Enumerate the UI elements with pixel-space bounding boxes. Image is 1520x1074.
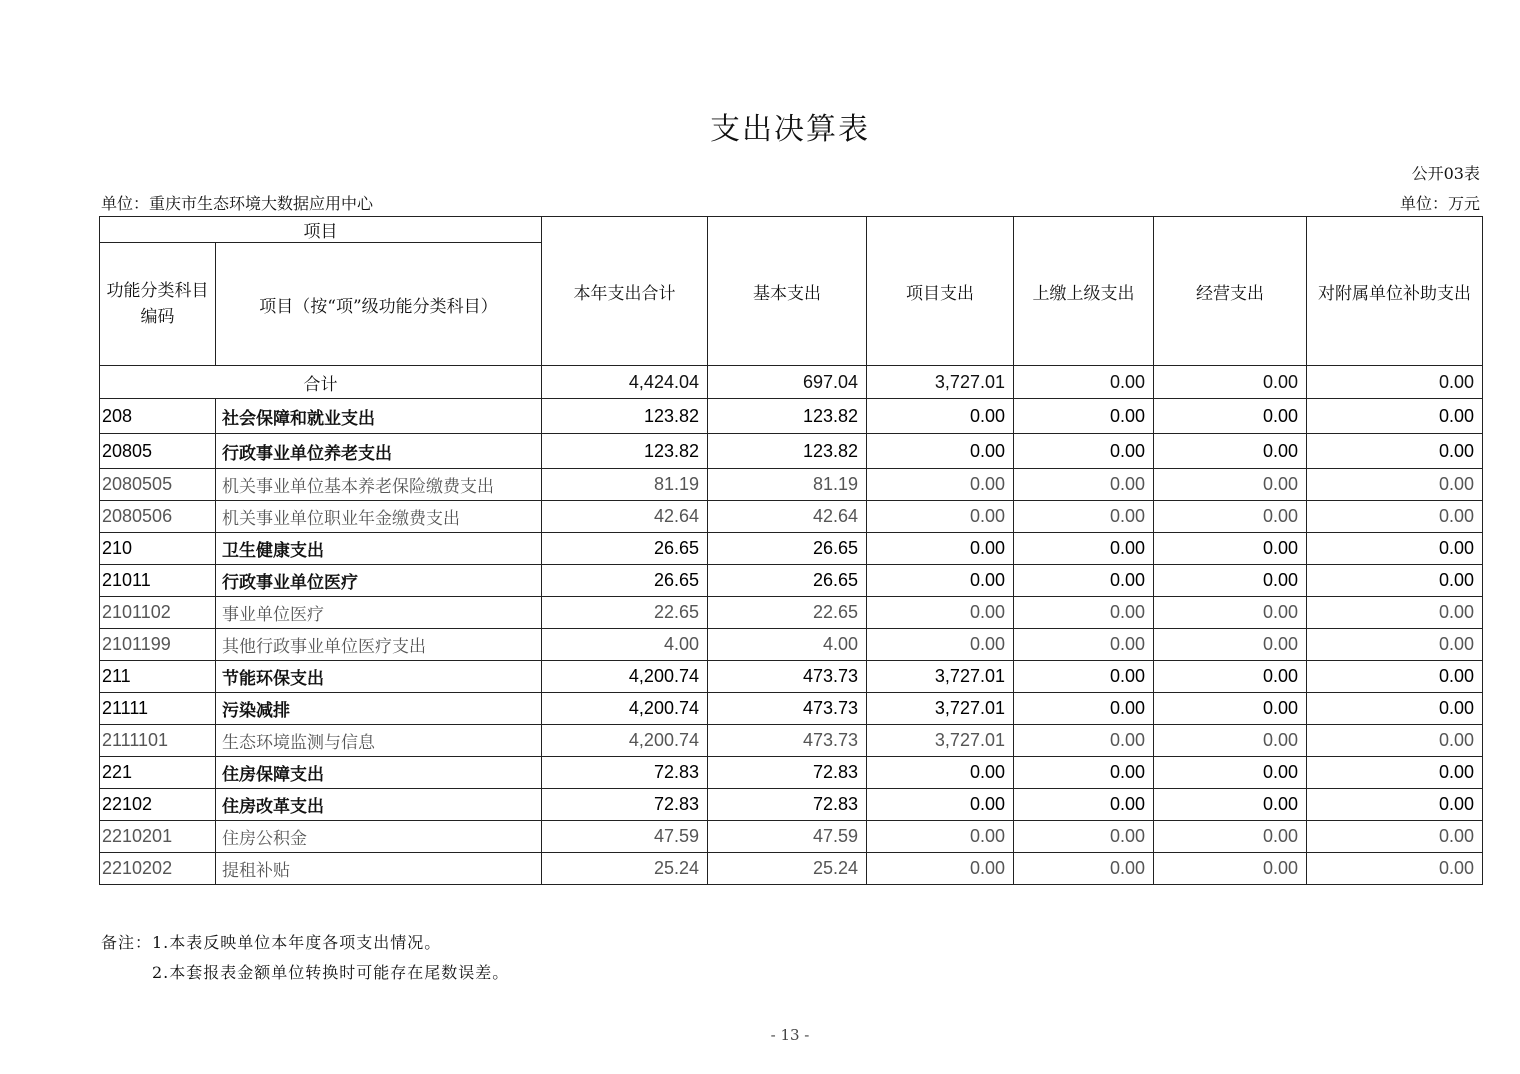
row-value: 0.00 [1154, 725, 1307, 757]
row-value: 0.00 [867, 533, 1014, 565]
row-value: 22.65 [708, 597, 867, 629]
row-name: 住房公积金 [216, 821, 542, 853]
row-code: 208 [100, 399, 216, 434]
row-name: 行政事业单位医疗 [216, 565, 542, 597]
row-value: 0.00 [1014, 533, 1154, 565]
row-value: 0.00 [1307, 821, 1483, 853]
row-name: 节能环保支出 [216, 661, 542, 693]
table-row [100, 853, 1483, 885]
header-business: 经营支出 [1154, 217, 1307, 366]
row-code: 2210202 [100, 853, 216, 885]
row-value: 0.00 [867, 789, 1014, 821]
row-value: 123.82 [708, 399, 867, 434]
row-name: 住房改革支出 [216, 789, 542, 821]
row-value: 4,200.74 [542, 661, 708, 693]
total-row [100, 366, 1483, 399]
row-code: 21011 [100, 565, 216, 597]
row-code: 20805 [100, 434, 216, 469]
row-value: 4.00 [708, 629, 867, 661]
form-number: 公开03表 [1411, 164, 1480, 183]
row-value: 0.00 [1014, 725, 1154, 757]
total-value: 4,424.04 [542, 366, 708, 399]
total-value: 3,727.01 [867, 366, 1014, 399]
row-name: 污染减排 [216, 693, 542, 725]
row-value: 0.00 [1014, 757, 1154, 789]
row-value: 0.00 [867, 399, 1014, 434]
row-value: 0.00 [867, 629, 1014, 661]
row-value: 0.00 [1307, 789, 1483, 821]
row-value: 0.00 [1154, 757, 1307, 789]
table-row [100, 469, 1483, 501]
row-value: 47.59 [542, 821, 708, 853]
header-total: 本年支出合计 [542, 217, 708, 366]
row-value: 0.00 [1307, 661, 1483, 693]
row-value: 0.00 [1154, 469, 1307, 501]
table-row [100, 501, 1483, 533]
row-value: 0.00 [1307, 501, 1483, 533]
table-row [100, 757, 1483, 789]
row-value: 47.59 [708, 821, 867, 853]
row-code: 2101102 [100, 597, 216, 629]
notes [101, 928, 509, 988]
row-name: 其他行政事业单位医疗支出 [216, 629, 542, 661]
row-value: 0.00 [1014, 661, 1154, 693]
table-row [100, 821, 1483, 853]
page-title: 支出决算表 [710, 112, 870, 147]
row-value: 0.00 [1014, 501, 1154, 533]
table-row [100, 693, 1483, 725]
row-value: 0.00 [1014, 597, 1154, 629]
row-value: 123.82 [708, 434, 867, 469]
row-value: 0.00 [867, 565, 1014, 597]
total-label: 合计 [100, 366, 542, 399]
row-value: 26.65 [708, 533, 867, 565]
row-name: 社会保障和就业支出 [216, 399, 542, 434]
row-value: 72.83 [542, 789, 708, 821]
table-row [100, 629, 1483, 661]
total-value: 0.00 [1307, 366, 1483, 399]
row-value: 0.00 [1154, 629, 1307, 661]
row-value: 25.24 [542, 853, 708, 885]
row-value: 0.00 [1307, 853, 1483, 885]
currency-unit: 单位：万元 [1399, 194, 1480, 213]
row-code: 221 [100, 757, 216, 789]
header-project-group: 项目 [100, 217, 542, 243]
row-value: 0.00 [1154, 789, 1307, 821]
row-value: 0.00 [1014, 853, 1154, 885]
header-subsidy: 对附属单位补助支出 [1307, 217, 1483, 366]
row-value: 0.00 [1154, 399, 1307, 434]
row-code: 2080505 [100, 469, 216, 501]
row-value: 26.65 [708, 565, 867, 597]
table-row [100, 725, 1483, 757]
note-1: 备注：1.本表反映单位本年度各项支出情况。 [101, 933, 442, 952]
row-value: 0.00 [1154, 853, 1307, 885]
total-value: 0.00 [1154, 366, 1307, 399]
row-value: 0.00 [867, 597, 1014, 629]
table-row [100, 434, 1483, 469]
row-value: 0.00 [1307, 565, 1483, 597]
header-basic: 基本支出 [708, 217, 867, 366]
row-value: 0.00 [867, 757, 1014, 789]
row-code: 2111101 [100, 725, 216, 757]
row-name: 机关事业单位基本养老保险缴费支出 [216, 469, 542, 501]
row-value: 0.00 [1154, 661, 1307, 693]
row-name: 生态环境监测与信息 [216, 725, 542, 757]
reporting-unit: 单位：重庆市生态环境大数据应用中心 [101, 194, 374, 213]
table-row [100, 399, 1483, 434]
total-value: 697.04 [708, 366, 867, 399]
row-value: 72.83 [708, 757, 867, 789]
row-value: 81.19 [708, 469, 867, 501]
row-value: 0.00 [1307, 533, 1483, 565]
header-code: 功能分类科目编码 [100, 243, 216, 366]
row-value: 81.19 [542, 469, 708, 501]
row-value: 25.24 [708, 853, 867, 885]
row-code: 2101199 [100, 629, 216, 661]
row-value: 0.00 [1154, 597, 1307, 629]
header-item: 项目（按“项”级功能分类科目） [216, 243, 542, 366]
row-value: 0.00 [1307, 693, 1483, 725]
header-upper: 上缴上级支出 [1014, 217, 1154, 366]
row-value: 4,200.74 [542, 725, 708, 757]
row-value: 72.83 [542, 757, 708, 789]
table-row [100, 789, 1483, 821]
row-name: 行政事业单位养老支出 [216, 434, 542, 469]
row-value: 0.00 [1307, 469, 1483, 501]
row-name: 住房保障支出 [216, 757, 542, 789]
row-value: 123.82 [542, 434, 708, 469]
row-name: 提租补贴 [216, 853, 542, 885]
row-code: 210 [100, 533, 216, 565]
row-value: 0.00 [1014, 434, 1154, 469]
page-number: - 13 - [770, 1026, 810, 1044]
row-value: 473.73 [708, 661, 867, 693]
row-value: 4.00 [542, 629, 708, 661]
row-value: 42.64 [708, 501, 867, 533]
total-value: 0.00 [1014, 366, 1154, 399]
row-value: 0.00 [1307, 434, 1483, 469]
row-value: 0.00 [867, 501, 1014, 533]
row-value: 4,200.74 [542, 693, 708, 725]
row-code: 2210201 [100, 821, 216, 853]
row-code: 21111 [100, 693, 216, 725]
row-name: 事业单位医疗 [216, 597, 542, 629]
row-value: 3,727.01 [867, 661, 1014, 693]
row-value: 72.83 [708, 789, 867, 821]
table-row [100, 565, 1483, 597]
table-row [100, 597, 1483, 629]
row-value: 0.00 [1014, 693, 1154, 725]
header-project-expense: 项目支出 [867, 217, 1014, 366]
row-value: 0.00 [1014, 789, 1154, 821]
table-row [100, 533, 1483, 565]
row-value: 0.00 [1154, 821, 1307, 853]
row-code: 2080506 [100, 501, 216, 533]
row-value: 473.73 [708, 693, 867, 725]
row-name: 卫生健康支出 [216, 533, 542, 565]
row-value: 0.00 [1014, 469, 1154, 501]
row-value: 26.65 [542, 533, 708, 565]
table-row [100, 661, 1483, 693]
row-value: 0.00 [867, 853, 1014, 885]
row-value: 26.65 [542, 565, 708, 597]
row-value: 0.00 [1307, 629, 1483, 661]
row-value: 0.00 [1307, 725, 1483, 757]
row-value: 0.00 [867, 434, 1014, 469]
row-value: 123.82 [542, 399, 708, 434]
row-value: 0.00 [1154, 434, 1307, 469]
row-value: 0.00 [867, 469, 1014, 501]
row-value: 42.64 [542, 501, 708, 533]
row-value: 0.00 [1307, 757, 1483, 789]
row-value: 473.73 [708, 725, 867, 757]
row-value: 0.00 [1014, 821, 1154, 853]
note-2: 2.本套报表金额单位转换时可能存在尾数误差。 [152, 963, 510, 982]
row-code: 22102 [100, 789, 216, 821]
row-value: 0.00 [1307, 597, 1483, 629]
row-value: 0.00 [867, 821, 1014, 853]
row-value: 0.00 [1154, 501, 1307, 533]
row-value: 0.00 [1154, 565, 1307, 597]
expenditure-table [99, 216, 1483, 885]
row-value: 0.00 [1014, 399, 1154, 434]
row-code: 211 [100, 661, 216, 693]
row-value: 3,727.01 [867, 725, 1014, 757]
row-value: 0.00 [1014, 565, 1154, 597]
row-value: 0.00 [1154, 533, 1307, 565]
row-value: 0.00 [1307, 399, 1483, 434]
row-value: 0.00 [1014, 629, 1154, 661]
row-value: 22.65 [542, 597, 708, 629]
row-name: 机关事业单位职业年金缴费支出 [216, 501, 542, 533]
row-value: 0.00 [1154, 693, 1307, 725]
row-value: 3,727.01 [867, 693, 1014, 725]
